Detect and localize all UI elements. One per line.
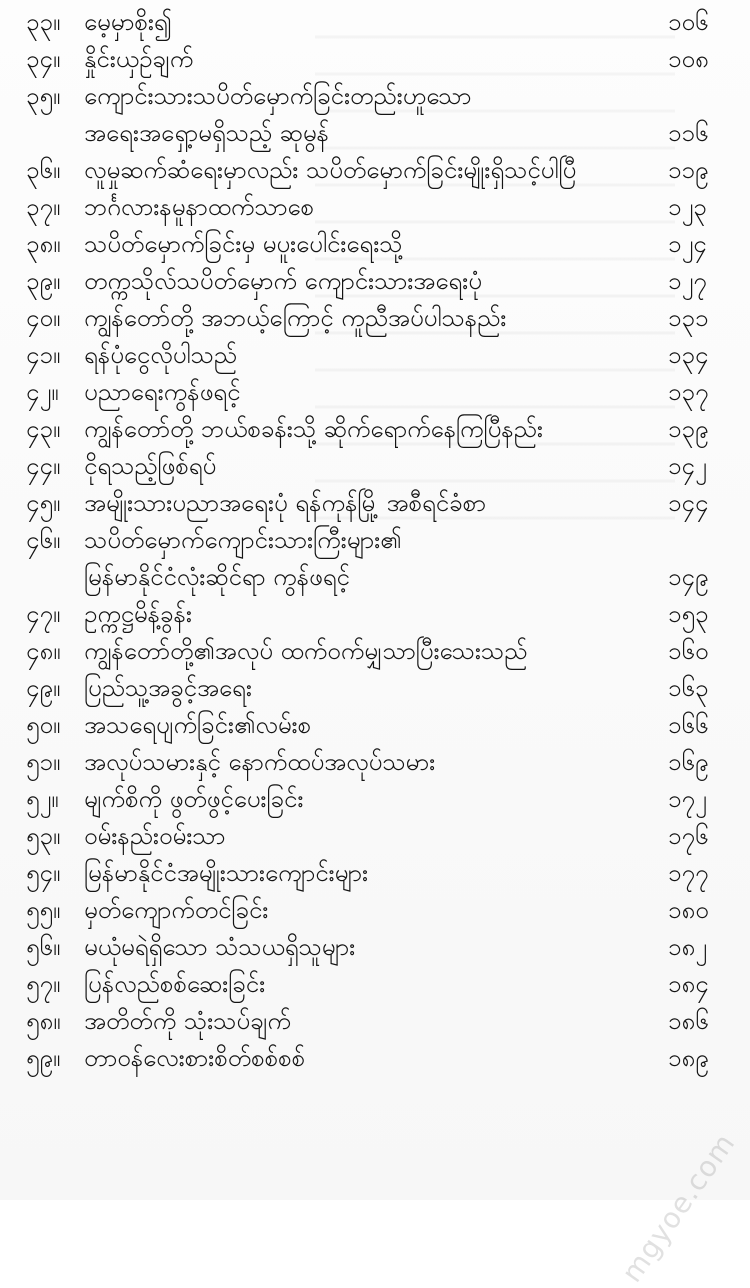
entry-body	[84, 670, 726, 707]
entry-title: တက္ကသိုလ်သပိတ်မှောက် ကျောင်းသားအရေးပုံ	[84, 267, 482, 295]
entry-page: ၁၇၆	[668, 822, 709, 850]
entry-title: လူမှုဆက်ဆံရေးမှာလည်း သပိတ်မှောက်ခြင်းမျိုးရှိသင့်ပါပြီ	[84, 156, 577, 184]
toc-entry	[26, 374, 726, 411]
entry-title: သပိတ်မှောက်ကျောင်းသားကြီးများ၏	[84, 526, 402, 554]
entry-body	[84, 929, 726, 966]
entry-title: ပြန်လည်စစ်ဆေးခြင်း	[84, 970, 266, 998]
entry-page: ၁၄၂	[668, 452, 707, 480]
entry-title: ဘင်္ဂလားနမူနာထက်သာစေ	[84, 193, 314, 221]
entry-title: ကျွန်တော်တို့ အဘယ့်ကြောင့် ကူညီအပ်ပါသနည်း	[84, 304, 507, 332]
entry-body	[84, 707, 726, 744]
entry-line	[84, 1040, 726, 1077]
entry-page: ၁၈၆	[668, 1007, 709, 1035]
entry-body	[84, 374, 726, 411]
entry-page: ၁၀၈	[668, 45, 709, 73]
entry-body	[84, 189, 726, 226]
toc-entry	[26, 818, 726, 855]
entry-title: မေ့မှာစိုး၍	[84, 8, 172, 36]
entry-body	[84, 892, 726, 929]
entry-number: ၅၂။	[26, 785, 59, 813]
toc-entry	[26, 226, 726, 263]
toc-entry	[26, 78, 726, 152]
entry-page: ၁၀၆	[668, 8, 709, 36]
entry-number: ၄၉။	[26, 674, 61, 702]
entry-line	[84, 152, 726, 189]
entry-line	[84, 485, 726, 522]
entry-page: ၁၆၉	[668, 748, 709, 776]
entry-page: ၁၇၇	[668, 859, 709, 887]
toc-entry	[26, 263, 726, 300]
entry-number: ၅၄။	[26, 859, 61, 887]
entry-page: ၁၆၀	[668, 637, 709, 665]
toc-entry	[26, 596, 726, 633]
entry-body	[84, 152, 726, 189]
entry-line	[84, 1003, 726, 1040]
toc-entry	[26, 744, 726, 781]
entry-body	[84, 966, 726, 1003]
entry-number: ၄၂။	[26, 378, 59, 406]
entry-line	[84, 78, 726, 115]
entry-line	[84, 855, 726, 892]
entry-title: အသရေပျက်ခြင်း၏လမ်းစ	[84, 711, 312, 739]
entry-line	[84, 41, 726, 78]
entry-title: ဝမ်းနည်းဝမ်းသာ	[84, 822, 226, 850]
entry-body	[84, 226, 726, 263]
toc-entry	[26, 485, 726, 522]
entry-number: ၄၅။	[26, 489, 61, 517]
entry-title: ကျောင်းသားသပိတ်မှောက်ခြင်းတည်းဟူသော	[84, 82, 472, 110]
entry-title: သပိတ်မှောက်ခြင်းမှ မပူးပေါင်းရေးသို့	[84, 230, 403, 258]
entry-number: ၄၀။	[26, 304, 61, 332]
toc-entry	[26, 337, 726, 374]
toc-entry	[26, 411, 726, 448]
entry-page: ၁၆၆	[668, 711, 709, 739]
entry-line	[84, 189, 726, 226]
entry-page: ၁၈၉	[668, 1044, 709, 1072]
entry-number: ၄၆။	[26, 526, 61, 554]
entry-page: ၁၅၃	[668, 600, 709, 628]
entry-number: ၃၇။	[26, 193, 61, 221]
entry-body	[84, 41, 726, 78]
entry-number: ၅၆။	[26, 933, 61, 961]
entry-page: ၁၁၆	[668, 119, 709, 147]
entry-body	[84, 1003, 726, 1040]
entry-page: ၁၃၇	[668, 378, 709, 406]
entry-title: ဥက္ကဋ္ဌမိန့်ခွန်း	[84, 600, 192, 628]
entry-number: ၃၃။	[26, 8, 61, 36]
toc-entry	[26, 670, 726, 707]
toc-entry	[26, 152, 726, 189]
entry-number: ၅၁။	[26, 748, 61, 776]
entry-number: ၄၇။	[26, 600, 61, 628]
entry-number: ၃၄။	[26, 45, 61, 73]
entry-page: ၁၂၇	[668, 267, 707, 295]
entry-line	[84, 263, 726, 300]
entry-title: ပြည်သူ့အခွင့်အရေး	[84, 674, 252, 702]
entry-number: ၃၉။	[26, 267, 61, 295]
toc-entry	[26, 1003, 726, 1040]
entry-body	[84, 596, 726, 633]
entry-line	[84, 966, 726, 1003]
toc-entry	[26, 300, 726, 337]
entry-page: ၁၈၂	[668, 933, 707, 961]
toc-entry	[26, 966, 726, 1003]
entry-line	[84, 522, 726, 559]
entry-page: ၁၃၉	[668, 415, 709, 443]
toc-entry	[26, 707, 726, 744]
entry-line	[84, 633, 726, 670]
entry-number: ၅၀။	[26, 711, 61, 739]
entry-line	[84, 670, 726, 707]
entry-line	[84, 744, 726, 781]
entry-title: ကျွန်တော်တို့ ဘယ်စခန်းသို့ ဆိုက်ရောက်နေကြပြီနည်း	[84, 415, 543, 443]
entry-title: အတိတ်ကို သုံးသပ်ချက်	[84, 1007, 291, 1035]
entry-body	[84, 411, 726, 448]
entry-body	[84, 78, 726, 152]
toc-entry	[26, 41, 726, 78]
entry-title: တာဝန်လေးစားစိတ်စစ်စစ်	[84, 1044, 306, 1072]
toc-entry	[26, 522, 726, 596]
entry-number: ၅၅။	[26, 896, 61, 924]
entry-page: ၁၃၁	[668, 304, 709, 332]
toc-entry	[26, 189, 726, 226]
entry-number: ၄၃။	[26, 415, 61, 443]
entry-title: မြန်မာနိုင်ငံလုံးဆိုင်ရာ ကွန်ဖရင့်	[84, 563, 350, 591]
toc-entry	[26, 892, 726, 929]
toc-entry	[26, 781, 726, 818]
entry-title: အရေးအရှေ့ာမရှိသည့် ဆုမွန်	[84, 119, 329, 147]
toc-entry	[26, 633, 726, 670]
toc-entry	[26, 929, 726, 966]
entry-line	[84, 892, 726, 929]
entry-page: ၁၂၄	[668, 230, 707, 258]
toc-entry	[26, 855, 726, 892]
entry-body	[84, 522, 726, 596]
entry-body	[84, 633, 726, 670]
entry-number: ၄၄။	[26, 452, 61, 480]
entry-line	[84, 596, 726, 633]
entry-number: ၃၈။	[26, 230, 61, 258]
entry-page: ၁၈၀	[668, 896, 709, 924]
entry-title: ပညာရေးကွန်ဖရင့်	[84, 378, 241, 406]
entry-body	[84, 337, 726, 374]
entry-number: ၄၁။	[26, 341, 61, 369]
entry-title: နှိုင်းယှဉ်ချက်	[84, 45, 194, 73]
table-of-contents	[26, 4, 726, 1077]
entry-number: ၅၈။	[26, 1007, 61, 1035]
entry-number: ၃၆။	[26, 156, 61, 184]
toc-entry	[26, 1040, 726, 1077]
entry-page: ၁၆၃	[668, 674, 709, 702]
entry-page: ၁၄၉	[668, 563, 709, 591]
entry-body	[84, 818, 726, 855]
entry-body	[84, 855, 726, 892]
watermark-text: mgyoe.com	[615, 1127, 742, 1288]
entry-body	[84, 300, 726, 337]
entry-title: မယုံမရဲရှိသော သံသယရှိသူများ	[84, 933, 356, 961]
entry-line	[84, 115, 726, 152]
entry-line	[84, 818, 726, 855]
entry-number: ၃၅။	[26, 82, 61, 110]
entry-page: ၁၃၄	[668, 341, 709, 369]
entry-title: ရန်ပုံငွေလိုပါသည်	[84, 341, 237, 369]
entry-body	[84, 263, 726, 300]
entry-body	[84, 485, 726, 522]
entry-line	[84, 226, 726, 263]
entry-line	[84, 4, 726, 41]
entry-number: ၄၈။	[26, 637, 61, 665]
toc-entry	[26, 4, 726, 41]
entry-body	[84, 744, 726, 781]
entry-page: ၁၈၄	[668, 970, 709, 998]
entry-title: ငိုရသည့်ဖြစ်ရပ်	[84, 452, 217, 480]
entry-title: မြန်မာနိုင်ငံအမျိုးသားကျောင်းများ	[84, 859, 369, 887]
entry-line	[84, 374, 726, 411]
toc-entry	[26, 448, 726, 485]
entry-page: ၁၇၂	[668, 785, 707, 813]
entry-title: အမျိုးသားပညာအရေးပုံ ရန်ကုန်မြို့ အစီရင်ခံစာ	[84, 489, 486, 517]
entry-title: မှတ်ကျောက်တင်ခြင်း	[84, 896, 269, 924]
entry-line	[84, 781, 726, 818]
entry-title: ကျွန်တော်တို့၏အလုပ် ထက်ဝက်မျှသာပြီးသေးသည်	[84, 637, 528, 665]
entry-line	[84, 411, 726, 448]
entry-line	[84, 337, 726, 374]
entry-page: ၁၄၄	[668, 489, 709, 517]
entry-title: အလုပ်သမားနှင့် နောက်ထပ်အလုပ်သမား	[84, 748, 436, 776]
entry-number: ၅၃။	[26, 822, 61, 850]
entry-page: ၁၁၉	[668, 156, 709, 184]
entry-number: ၅၉။	[26, 1044, 61, 1072]
entry-line	[84, 707, 726, 744]
entry-body	[84, 448, 726, 485]
entry-line	[84, 559, 726, 596]
entry-body	[84, 1040, 726, 1077]
entry-page: ၁၂၃	[668, 193, 707, 221]
entry-line	[84, 448, 726, 485]
entry-line	[84, 300, 726, 337]
entry-number: ၅၇။	[26, 970, 61, 998]
entry-body	[84, 4, 726, 41]
entry-line	[84, 929, 726, 966]
entry-title: မျက်စိကို ဖွတ်ဖွင့်ပေးခြင်း	[84, 785, 304, 813]
entry-body	[84, 781, 726, 818]
